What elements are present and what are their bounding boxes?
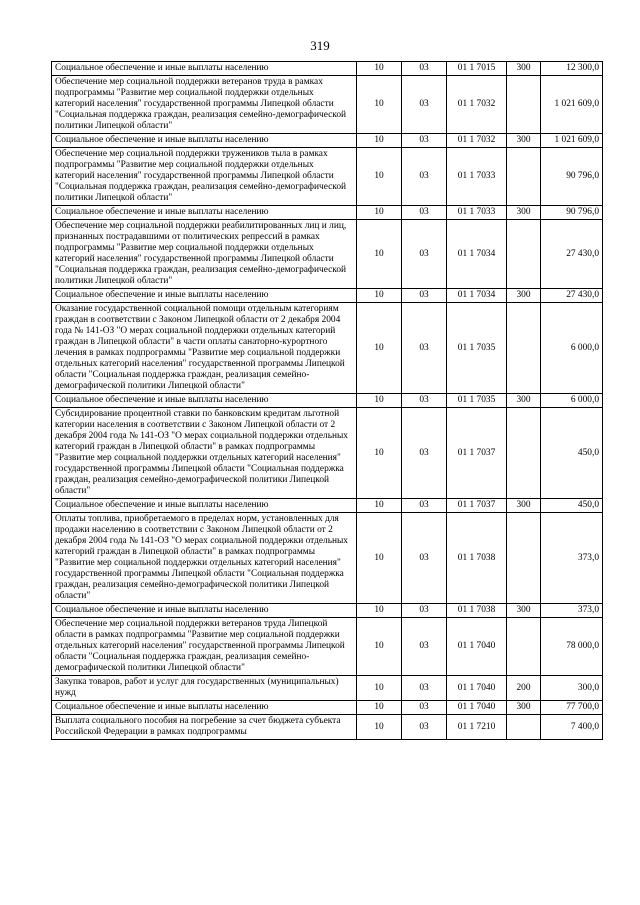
- table-row: [52, 513, 603, 604]
- target-code-cell: 01 1 7015: [447, 62, 507, 76]
- section-cell: 10: [357, 394, 402, 408]
- target-code-cell: 01 1 7037: [447, 499, 507, 513]
- amount-cell: 6 000,0: [541, 394, 603, 408]
- subsection-cell: 03: [402, 76, 447, 134]
- target-code-cell: 01 1 7040: [447, 701, 507, 715]
- amount-cell: 27 430,0: [541, 289, 603, 303]
- expense-type-cell: 300: [507, 499, 541, 513]
- table-row: [52, 604, 603, 618]
- table-row: [52, 76, 603, 134]
- subsection-cell: 03: [402, 715, 447, 740]
- expense-name-cell: Социальное обеспечение и иные выплаты населению: [52, 701, 357, 715]
- section-cell: 10: [357, 408, 402, 499]
- section-cell: 10: [357, 148, 402, 206]
- expense-type-cell: [507, 513, 541, 604]
- section-cell: 10: [357, 618, 402, 676]
- amount-cell: 450,0: [541, 499, 603, 513]
- target-code-cell: 01 1 7034: [447, 220, 507, 289]
- expense-type-cell: 300: [507, 289, 541, 303]
- amount-cell: 7 400,0: [541, 715, 603, 740]
- amount-cell: 27 430,0: [541, 220, 603, 289]
- section-cell: 10: [357, 62, 402, 76]
- section-cell: 10: [357, 76, 402, 134]
- amount-cell: 78 000,0: [541, 618, 603, 676]
- section-cell: 10: [357, 604, 402, 618]
- target-code-cell: 01 1 7034: [447, 289, 507, 303]
- expense-type-cell: [507, 148, 541, 206]
- expense-type-cell: 300: [507, 62, 541, 76]
- amount-cell: 450,0: [541, 408, 603, 499]
- expense-type-cell: [507, 220, 541, 289]
- amount-cell: 1 021 609,0: [541, 134, 603, 148]
- section-cell: 10: [357, 499, 402, 513]
- expense-name-cell: Социальное обеспечение и иные выплаты населению: [52, 394, 357, 408]
- amount-cell: 90 796,0: [541, 148, 603, 206]
- target-code-cell: 01 1 7032: [447, 76, 507, 134]
- target-code-cell: 01 1 7032: [447, 134, 507, 148]
- section-cell: 10: [357, 134, 402, 148]
- table-row: [52, 303, 603, 394]
- amount-cell: 6 000,0: [541, 303, 603, 394]
- expense-type-cell: [507, 76, 541, 134]
- table-row: [52, 618, 603, 676]
- table-row: [52, 220, 603, 289]
- target-code-cell: 01 1 7035: [447, 394, 507, 408]
- expense-name-cell: Оказание государственной социальной помощи отдельным категориям граждан в соответствии с Законом Липецкой области от 2 декабря 2004 года № 141-ОЗ "О мерах социальной поддержки отдельных категорий граждан в Липецкой области" в части оплаты санаторно-курортного лечения в рамках подпрограммы "Развитие мер социальной поддержки отдельных категорий населения" государственной программы Липецкой области "Социальная поддержка граждан, реализация семейно-демографической политики Липецкой области": [52, 303, 357, 394]
- subsection-cell: 03: [402, 134, 447, 148]
- subsection-cell: 03: [402, 408, 447, 499]
- amount-cell: 77 700,0: [541, 701, 603, 715]
- expense-name-cell: Обеспечение мер социальной поддержки ветеранов труда в рамках подпрограммы "Развитие мер социальной поддержки отдельных категорий населения" государственной программы Липецкой области "Социальная поддержка граждан, реализация семейно-демографической политики Липецкой области": [52, 76, 357, 134]
- expense-type-cell: 300: [507, 394, 541, 408]
- subsection-cell: 03: [402, 499, 447, 513]
- target-code-cell: 01 1 7210: [447, 715, 507, 740]
- target-code-cell: 01 1 7040: [447, 676, 507, 701]
- subsection-cell: 03: [402, 148, 447, 206]
- page-number: 319: [310, 38, 330, 53]
- subsection-cell: 03: [402, 206, 447, 220]
- expense-name-cell: Выплата социального пособия на погребение за счет бюджета субъекта Российской Федерации в рамках подпрограммы: [52, 715, 357, 740]
- amount-cell: 90 796,0: [541, 206, 603, 220]
- table-row: [52, 676, 603, 701]
- expense-name-cell: Социальное обеспечение и иные выплаты населению: [52, 499, 357, 513]
- target-code-cell: 01 1 7033: [447, 206, 507, 220]
- section-cell: 10: [357, 303, 402, 394]
- target-code-cell: 01 1 7033: [447, 148, 507, 206]
- table-row: [52, 148, 603, 206]
- expense-type-cell: 300: [507, 701, 541, 715]
- expense-name-cell: Обеспечение мер социальной поддержки ветеранов труда Липецкой области в рамках подпрограммы "Развитие мер социальной поддержки отдельных категорий населения" государственной программы Липецкой области "Социальная поддержка граждан, реализация семейно-демографической политики Липецкой области": [52, 618, 357, 676]
- amount-cell: 1 021 609,0: [541, 76, 603, 134]
- section-cell: 10: [357, 220, 402, 289]
- expense-name-cell: Социальное обеспечение и иные выплаты населению: [52, 62, 357, 76]
- target-code-cell: 01 1 7037: [447, 408, 507, 499]
- expense-name-cell: Обеспечение мер социальной поддержки тружеников тыла в рамках подпрограммы "Развитие мер социальной поддержки отдельных категорий населения" государственной программы Липецкой области "Социальная поддержка граждан, реализация семейно-демографической политики Липецкой области": [52, 148, 357, 206]
- budget-table-body: [52, 62, 603, 740]
- expense-name-cell: Субсидирование процентной ставки по банковским кредитам льготной категории населения в соответствии с Законом Липецкой области от 2 декабря 2004 года № 141-ОЗ "О мерах социальной поддержки отдельных категорий граждан в Липецкой области" в рамках подпрограммы "Развитие мер социальной поддержки отдельных категорий населения" государственной программы Липецкой области "Социальная поддержка граждан, реализация семейно-демографической политики Липецкой области": [52, 408, 357, 499]
- expense-name-cell: Закупка товаров, работ и услуг для государственных (муниципальных) нужд: [52, 676, 357, 701]
- amount-cell: 300,0: [541, 676, 603, 701]
- table-row: [52, 499, 603, 513]
- expense-type-cell: 300: [507, 206, 541, 220]
- target-code-cell: 01 1 7035: [447, 303, 507, 394]
- section-cell: 10: [357, 676, 402, 701]
- subsection-cell: 03: [402, 303, 447, 394]
- expense-name-cell: Обеспечение мер социальной поддержки реабилитированных лиц и лиц, признанных пострадавшими от политических репрессий в рамках подпрограммы "Развитие мер социальной поддержки отдельных категорий населения" государственной программы Липецкой области "Социальная поддержка граждан, реализация семейно-демографической политики Липецкой области": [52, 220, 357, 289]
- target-code-cell: 01 1 7038: [447, 513, 507, 604]
- target-code-cell: 01 1 7040: [447, 618, 507, 676]
- subsection-cell: 03: [402, 513, 447, 604]
- amount-cell: 12 300,0: [541, 62, 603, 76]
- subsection-cell: 03: [402, 394, 447, 408]
- expense-name-cell: Социальное обеспечение и иные выплаты населению: [52, 604, 357, 618]
- expense-name-cell: Социальное обеспечение и иные выплаты населению: [52, 206, 357, 220]
- target-code-cell: 01 1 7038: [447, 604, 507, 618]
- budget-table: [51, 61, 603, 740]
- subsection-cell: 03: [402, 618, 447, 676]
- expense-name-cell: Социальное обеспечение и иные выплаты населению: [52, 289, 357, 303]
- table-row: [52, 701, 603, 715]
- amount-cell: 373,0: [541, 604, 603, 618]
- table-row: [52, 289, 603, 303]
- table-row: [52, 62, 603, 76]
- table-row: [52, 715, 603, 740]
- expense-type-cell: 300: [507, 134, 541, 148]
- subsection-cell: 03: [402, 289, 447, 303]
- subsection-cell: 03: [402, 701, 447, 715]
- expense-name-cell: Оплаты топлива, приобретаемого в пределах норм, установленных для продажи населению в соответствии с Законом Липецкой области от 2 декабря 2004 года № 141-ОЗ "О мерах социальной поддержки отдельных категорий граждан в Липецкой области" в рамках подпрограммы "Развитие мер социальной поддержки отдельных категорий населения" государственной программы Липецкой области "Социальная поддержка граждан, реализация семейно-демографической политики Липецкой области": [52, 513, 357, 604]
- section-cell: 10: [357, 206, 402, 220]
- table-row: [52, 134, 603, 148]
- amount-cell: 373,0: [541, 513, 603, 604]
- expense-type-cell: [507, 408, 541, 499]
- expense-type-cell: [507, 715, 541, 740]
- table-row: [52, 408, 603, 499]
- subsection-cell: 03: [402, 220, 447, 289]
- expense-type-cell: [507, 618, 541, 676]
- subsection-cell: 03: [402, 62, 447, 76]
- section-cell: 10: [357, 289, 402, 303]
- expense-name-cell: Социальное обеспечение и иные выплаты населению: [52, 134, 357, 148]
- expense-type-cell: [507, 303, 541, 394]
- section-cell: 10: [357, 715, 402, 740]
- table-row: [52, 206, 603, 220]
- expense-type-cell: 200: [507, 676, 541, 701]
- section-cell: 10: [357, 513, 402, 604]
- subsection-cell: 03: [402, 604, 447, 618]
- table-row: [52, 394, 603, 408]
- section-cell: 10: [357, 701, 402, 715]
- subsection-cell: 03: [402, 676, 447, 701]
- expense-type-cell: 300: [507, 604, 541, 618]
